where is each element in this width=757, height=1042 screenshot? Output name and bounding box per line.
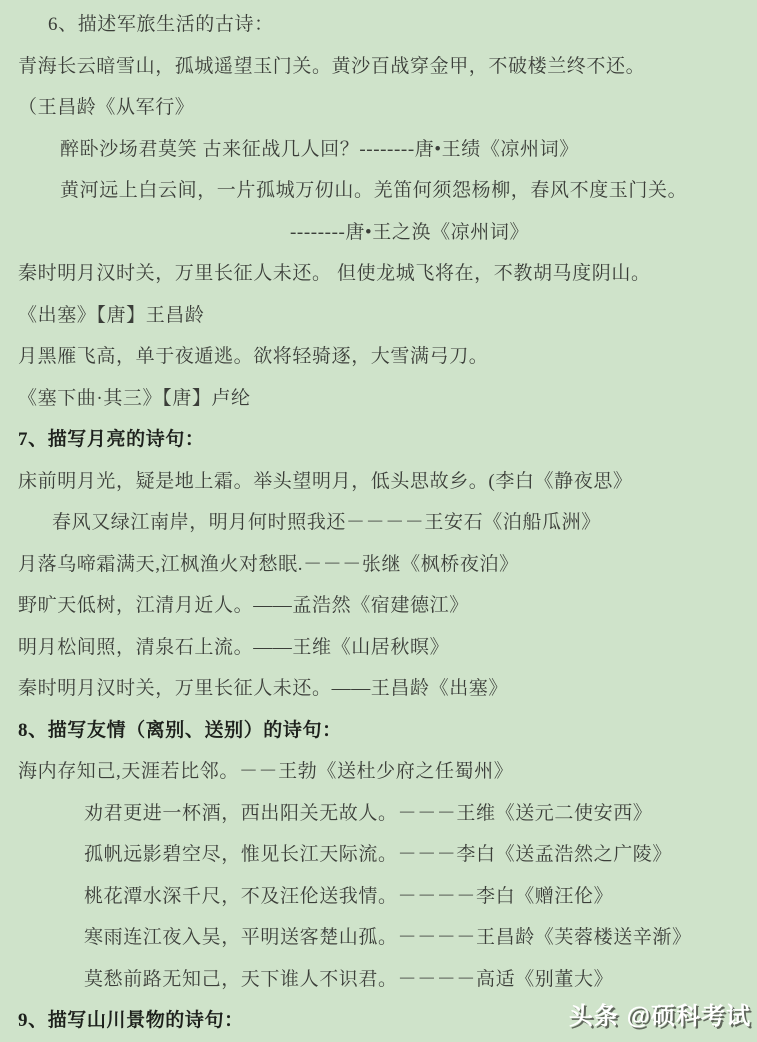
poem-line: 月黑雁飞高，单于夜遁逃。欲将轻骑逐，大雪满弓刀。 <box>18 346 489 367</box>
poem-line: 劝君更进一杯酒，西出阳关无故人。－－－王维《送元二使安西》 <box>84 802 653 824</box>
poem-line: 黄河远上白云间，一片孤城万仞山。羌笛何须怨杨柳，春风不度玉门关。 <box>60 180 688 201</box>
section-heading-6: 6、描述军旅生活的古诗： <box>48 14 274 35</box>
poem-line: 孤帆远影碧空尽，惟见长江天际流。－－－李白《送孟浩然之广陵》 <box>84 844 673 865</box>
poem-line: 明月松间照，清泉石上流。——王维《山居秋暝》 <box>18 636 450 658</box>
poem-line: 月落乌啼霜满天,江枫渔火对愁眠.－－－张继《枫桥夜泊》 <box>18 553 519 575</box>
poem-line: 秦时明月汉时关，万里长征人未还。 但使龙城飞将在，不教胡马度阴山。 <box>18 263 651 284</box>
poem-attribution: （王昌龄《从军行》 <box>18 97 195 118</box>
section-heading-9: 9、描写山川景物的诗句： <box>18 1010 244 1031</box>
poem-attribution: 《塞下曲·其三》【唐】卢纶 <box>18 387 251 409</box>
poem-line: 青海长云暗雪山，孤城遥望玉门关。黄沙百战穿金甲，不破楼兰终不还。 <box>18 55 646 77</box>
poem-line: 野旷天低树，江清月近人。——孟浩然《宿建德江》 <box>18 595 469 616</box>
poem-line: 醉卧沙场君莫笑 古来征战几人回？--------唐•王绩《凉州词》 <box>60 138 579 160</box>
poem-line: 春风又绿江南岸，明月何时照我还－－－－王安石《泊船瓜洲》 <box>52 512 601 533</box>
toutiao-watermark: 头条 @硕科考试 <box>568 1003 751 1030</box>
poem-line: 秦时明月汉时关，万里长征人未还。——王昌龄《出塞》 <box>18 678 509 699</box>
poem-line: 桃花潭水深千尺，不及汪伦送我情。－－－－李白《赠汪伦》 <box>84 885 614 907</box>
poem-line: 床前明月光，疑是地上霜。举头望明月，低头思故乡。(李白《静夜思》 <box>18 470 633 492</box>
poem-attribution: --------唐•王之涣《凉州词》 <box>290 221 530 243</box>
section-heading-7: 7、描写月亮的诗句： <box>18 429 205 450</box>
poem-line: 寒雨连江夜入吴，平明送客楚山孤。－－－－王昌龄《芙蓉楼送辛渐》 <box>84 927 692 948</box>
section-heading-8: 8、描写友情（离别、送别）的诗句： <box>18 719 342 741</box>
poem-attribution: 《出塞》【唐】王昌龄 <box>18 304 205 326</box>
poem-line: 海内存知己,天涯若比邻。－－王勃《送杜少府之任蜀州》 <box>18 761 514 782</box>
poem-line: 莫愁前路无知己，天下谁人不识君。－－－－高适《别董大》 <box>84 968 614 990</box>
